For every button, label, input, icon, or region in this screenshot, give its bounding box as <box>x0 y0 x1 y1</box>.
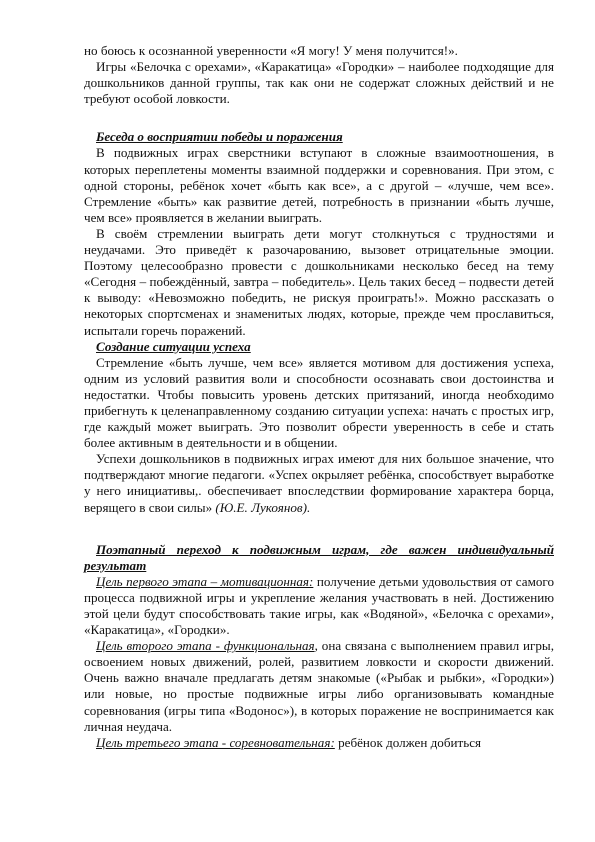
paragraph-continuation: но боюсь к осознанной уверенности «Я могу! У меня получится!». <box>84 43 458 58</box>
paragraph-success-value <box>84 451 554 515</box>
paragraph-relationships: В подвижных играх сверстники вступают в сложные взаимоотношения, в которых переплетены моменты взаимной поддержки и соревнования. При этом, с одной стороны, ребёнок хочет «быть как все», а с другой – «лучше, чем все». Стремление «быть» как развитие детей, потребность в признании «быть лучше, чем все» проявляется в желании выиграть. <box>84 145 554 225</box>
paragraph-stage-one <box>84 574 554 638</box>
citation-author: (Ю.Е. Лукоянов). <box>215 499 311 515</box>
paragraph-games-suitable: Игры «Белочка с орехами», «Каракатица» «Городки» – наиболее подходящие для дошкольников данной группы, так как они не содержат сложных действий и не требуют особой ловкости. <box>84 59 554 107</box>
paragraph-stage-two <box>84 638 554 735</box>
paragraph-win-striving: В своём стремлении выиграть дети могут столкнуться с трудностями и неудачами. Это приведёт к разочарованию, вызовет отрицательные эмоции. Поэтому целесообразно провести с дошкольниками несколько бесед на тему «Сегодня – побеждённый, завтра – победитель». Цель таких бесед – подвести детей к выводу: «Невозможно победить, не рискуя проиграть!». Можно рассказать о некоторых спортсменах и знаменитых людях, которые, прежде чем прославиться, испытали горечь поражений. <box>84 225 554 338</box>
heading-success-situation: Создание ситуации успеха <box>96 338 251 354</box>
paragraph-success-value-text: Успехи дошкольников в подвижных играх имеют для них большое значение, что подтверждают многие педагоги. «Успех окрыляет ребёнка, способствует выработке у него инициативы,. обеспечивает впоследствии формирование характера борца, верящего в свои силы» <box>84 451 554 515</box>
document-page <box>84 43 554 751</box>
stage-two-text: , она связана с выполнением правил игры, освоением новых движений, ролей, развитием ловкости и скорости движений. Очень важно вначале предлагать детям знакомые («Рыбак и рыбки», «Городки») или новые, но простые подвижные игры либо организовывать командные соревнования (игры типа «Водонос»), в которых поражение не воспринимается как личная неудача. <box>84 638 554 734</box>
stage-two-label: Цель второго этапа - функциональная <box>96 638 315 654</box>
stage-one-text: получение детьми удовольствия от самого процесса подвижной игры и укрепление желания участвовать в ней. Достижению этой цели будут способствовать такие игры, как «Водяной», «Белочка с орехами», «Каракатица», «Городки». <box>84 573 554 638</box>
paragraph-stage-three <box>84 735 554 751</box>
stage-three-label: Цель третьего этапа - соревновательная: <box>96 734 335 750</box>
paragraph-success-motive: Стремление «быть лучше, чем все» является мотивом для достижения успеха, одним из условий развития воли и способности осознавать свои достоинства и недостатки. Чтобы повысить уровень детских притязаний, иногда необходимо прибегнуть к целенаправленному созданию ситуации успеха: начать с простых игр, где каждый может выиграть. Это позволит обрести уверенность в себе и стать более активным в деятельности и в общении. <box>84 354 554 451</box>
heading-victory-defeat: Беседа о восприятии победы и поражения <box>96 129 343 145</box>
stage-three-text: ребёнок должен добиться <box>334 734 482 750</box>
stage-one-label: Цель первого этапа – мотивационная: <box>96 573 314 589</box>
heading-stepwise-transition: Поэтапный переход к подвижным играм, где важен индивидуальный результат <box>84 541 554 573</box>
